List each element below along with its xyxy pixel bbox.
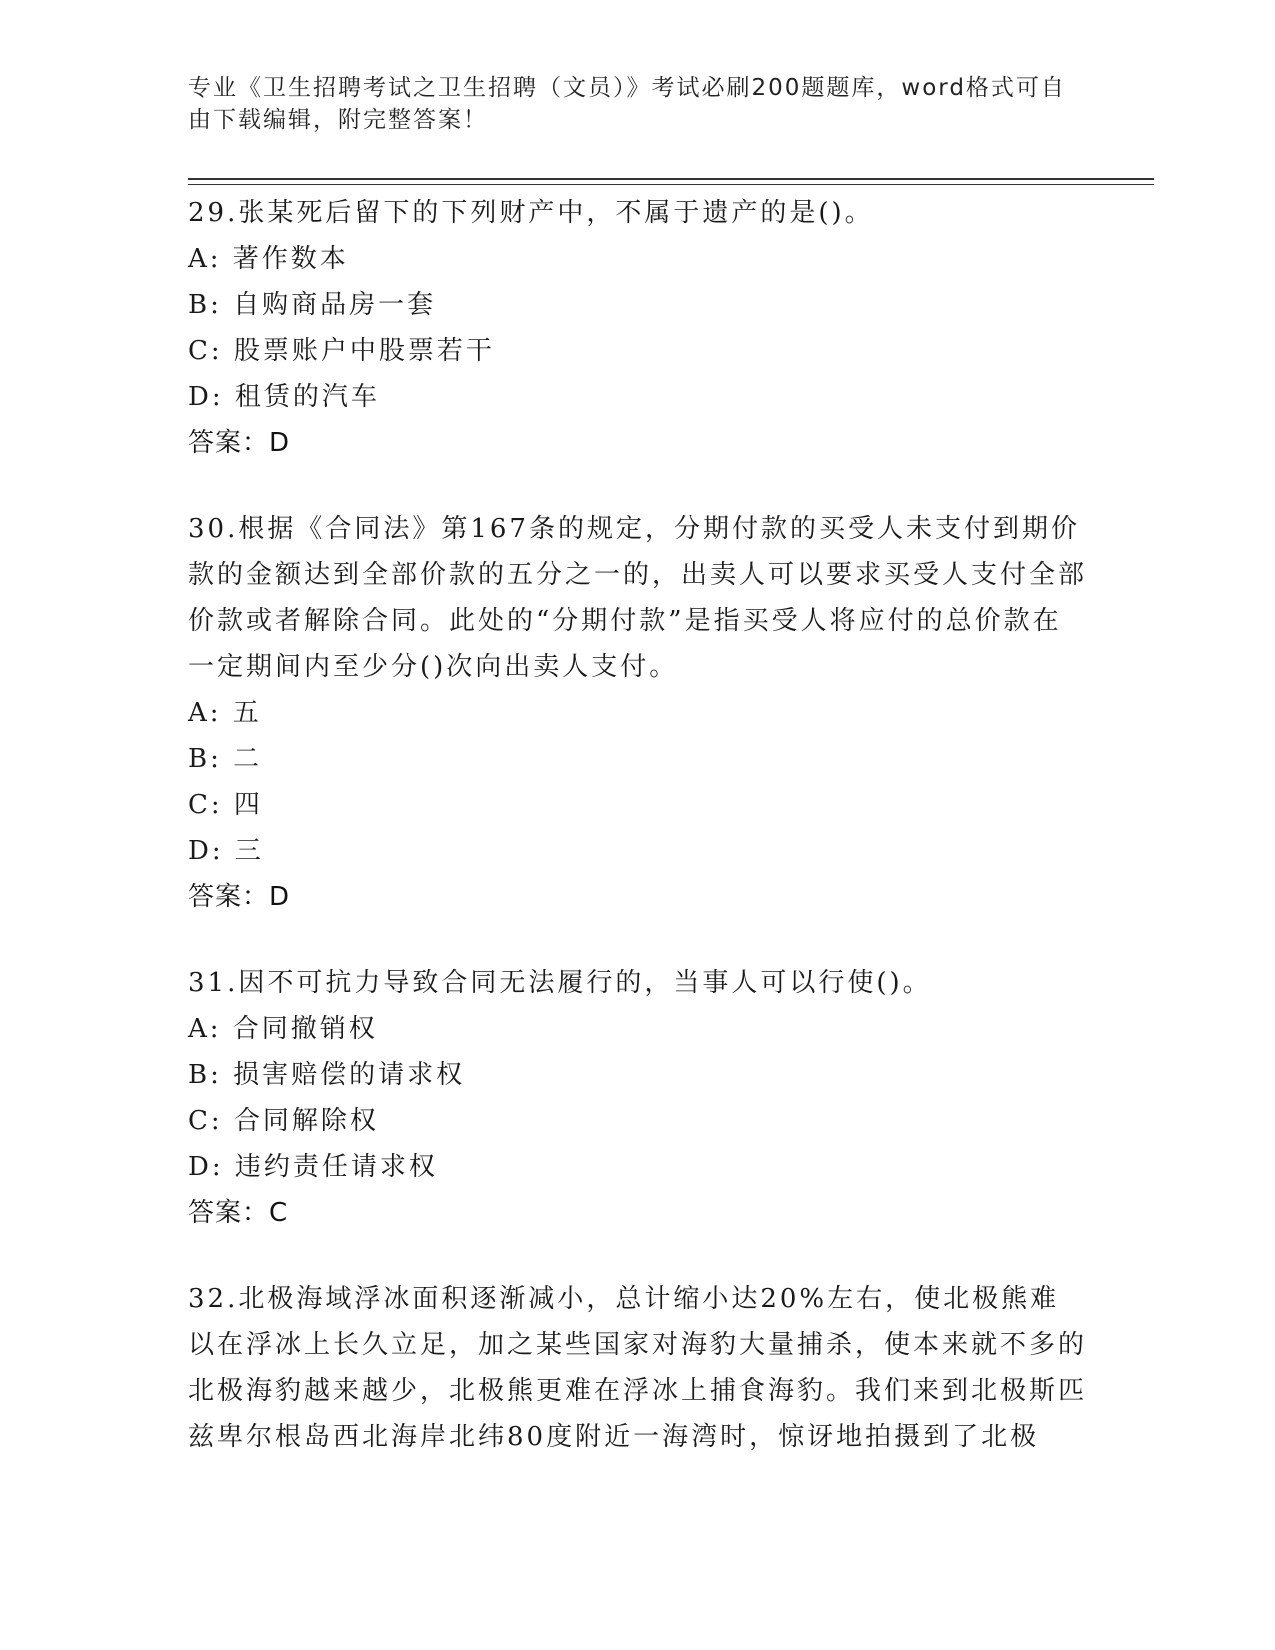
option-d: D: 租赁的汽车 — [188, 382, 380, 412]
question-stem: 31.因不可抗力导致合同无法履行的，当事人可以行使()。 — [188, 968, 932, 998]
option-c: C: 合同解除权 — [188, 1106, 379, 1136]
header-divider-thin — [188, 184, 1154, 185]
option-b: B: 损害赔偿的请求权 — [188, 1060, 466, 1090]
option-b: B: 自购商品房一套 — [188, 290, 437, 320]
question-stem: 29.张某死后留下的下列财产中，不属于遗产的是()。 — [188, 198, 874, 228]
option-d: D: 违约责任请求权 — [188, 1152, 438, 1182]
answer-line: 答案：C — [188, 1198, 289, 1228]
question-30 — [188, 506, 1088, 920]
question-stem: 32.北极海域浮冰面积逐渐减小，总计缩小达20%左右，使北极熊难以在浮冰上长久立足，加之某些国家对海豹大量捕杀，使本来就不多的北极海豹越来越少，北极熊更难在浮冰上捕食海豹。我们来到北极斯匹兹卑尔根岛西北海岸北纬80度附近一海湾时，惊讶地拍摄到了北极 — [188, 1284, 1088, 1452]
option-c: C: 四 — [188, 790, 263, 820]
question-29 — [188, 190, 1088, 466]
answer-line: 答案：D — [188, 428, 291, 458]
document-header: 专业《卫生招聘考试之卫生招聘（文员）》考试必刷200题题库，word格式可自由下载编辑，附完整答案！ — [188, 75, 1066, 133]
option-d: D: 三 — [188, 836, 264, 866]
question-list — [188, 190, 1088, 1500]
question-32 — [188, 1276, 1088, 1460]
header-divider-thick — [188, 178, 1154, 180]
answer-line: 答案：D — [188, 882, 291, 912]
question-stem: 30.根据《合同法》第167条的规定，分期付款的买受人未支付到期价款的金额达到全部价款的五分之一的，出卖人可以要求买受人支付全部价款或者解除合同。此处的“分期付款”是指买受人将应付的总价款在一定期间内至少分()次向出卖人支付。 — [188, 514, 1088, 682]
option-a: A: 著作数本 — [188, 244, 349, 274]
option-a: A: 合同撤销权 — [188, 1014, 378, 1044]
question-31 — [188, 960, 1088, 1236]
option-a: A: 五 — [188, 698, 262, 728]
option-c: C: 股票账户中股票若干 — [188, 336, 495, 366]
option-b: B: 二 — [188, 744, 263, 774]
